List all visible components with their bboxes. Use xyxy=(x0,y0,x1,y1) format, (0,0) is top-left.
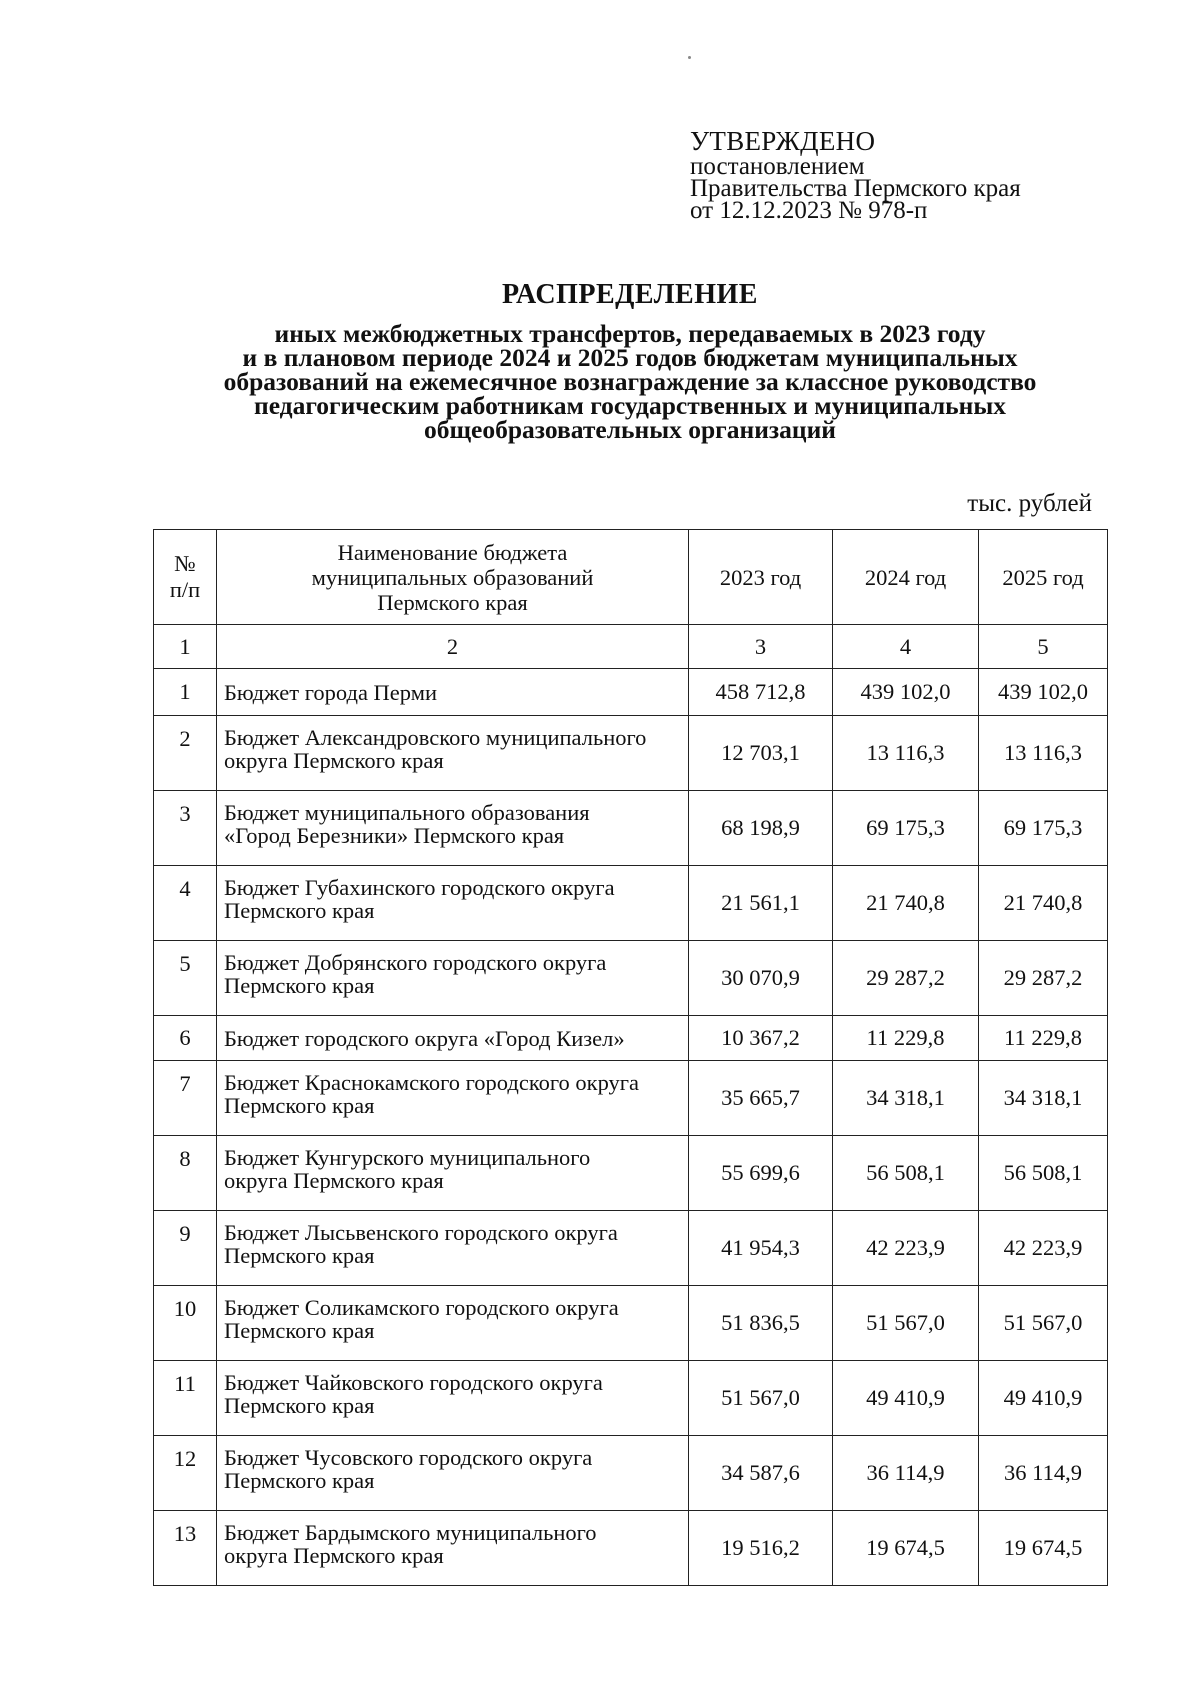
distribution-table xyxy=(153,529,1108,1586)
table-row xyxy=(154,1511,1108,1586)
amount-2023: 458 712,8 xyxy=(689,669,833,716)
header-name-line: Пермского края xyxy=(377,589,528,615)
column-index: 5 xyxy=(979,625,1108,669)
table-row xyxy=(154,1436,1108,1511)
amount-2024: 49 410,9 xyxy=(833,1361,979,1436)
amount-2024: 19 674,5 xyxy=(833,1511,979,1586)
row-number: 3 xyxy=(154,791,217,866)
approval-stamp xyxy=(690,126,1021,222)
table-row xyxy=(154,1286,1108,1361)
table-row xyxy=(154,791,1108,866)
table-body xyxy=(154,669,1108,1586)
header-number xyxy=(154,530,217,625)
budget-name xyxy=(217,1136,689,1211)
budget-name-line: Бюджет Лысьвенского городского округа xyxy=(224,1220,618,1245)
header-number-line: п/п xyxy=(169,577,201,602)
amount-2024: 34 318,1 xyxy=(833,1061,979,1136)
amount-2024: 36 114,9 xyxy=(833,1436,979,1511)
row-number: 8 xyxy=(154,1136,217,1211)
budget-name-line: Пермского края xyxy=(224,1468,375,1493)
budget-name-line: Пермского края xyxy=(224,1318,375,1343)
header-number-line: № xyxy=(174,551,196,576)
subtitle-line: образований на ежемесячное вознаграждение за классное руководство xyxy=(223,367,1037,396)
approval-line-2: Правительства Пермского края xyxy=(690,175,1021,202)
row-number: 13 xyxy=(154,1511,217,1586)
scan-speck xyxy=(688,56,691,59)
row-number: 6 xyxy=(154,1016,217,1061)
amount-2025: 42 223,9 xyxy=(979,1211,1108,1286)
document-title: РАСПРЕДЕЛЕНИЕ xyxy=(502,279,758,310)
table-row xyxy=(154,1361,1108,1436)
budget-name xyxy=(217,1511,689,1586)
row-number: 11 xyxy=(154,1361,217,1436)
budget-name-line: Бюджет Александровского муниципального xyxy=(224,725,647,750)
table-row xyxy=(154,941,1108,1016)
subtitle-line: и в плановом периоде 2024 и 2025 годов бюджетам муниципальных xyxy=(242,343,1018,372)
row-number: 2 xyxy=(154,716,217,791)
row-number: 5 xyxy=(154,941,217,1016)
approval-line-1: постановлением xyxy=(690,153,865,180)
subtitle-line: педагогическим работникам государственных и муниципальных xyxy=(254,391,1006,420)
amount-2023: 30 070,9 xyxy=(689,941,833,1016)
budget-name-line: Бюджет Чайковского городского округа xyxy=(224,1370,603,1395)
column-index: 4 xyxy=(833,625,979,669)
amount-2024: 42 223,9 xyxy=(833,1211,979,1286)
amount-2023: 55 699,6 xyxy=(689,1136,833,1211)
amount-2023: 19 516,2 xyxy=(689,1511,833,1586)
table-row xyxy=(154,1211,1108,1286)
table-row xyxy=(154,866,1108,941)
budget-name-line: Бюджет Чусовского городского округа xyxy=(224,1445,593,1470)
header-2023: 2023 год xyxy=(689,530,833,625)
table-header-row xyxy=(154,530,1108,625)
column-index: 3 xyxy=(689,625,833,669)
budget-name xyxy=(217,716,689,791)
amount-2025: 21 740,8 xyxy=(979,866,1108,941)
amount-2023: 68 198,9 xyxy=(689,791,833,866)
budget-name-line: Бюджет города Перми xyxy=(224,679,437,705)
budget-name-line: округа Пермского края xyxy=(224,1543,444,1568)
column-index: 1 xyxy=(154,625,217,669)
row-number: 12 xyxy=(154,1436,217,1511)
budget-name-line: Бюджет Кунгурского муниципального xyxy=(224,1145,591,1170)
budget-name xyxy=(217,1286,689,1361)
amount-2023: 34 587,6 xyxy=(689,1436,833,1511)
amount-2025: 29 287,2 xyxy=(979,941,1108,1016)
header-budget-name xyxy=(217,530,689,625)
amount-2025: 13 116,3 xyxy=(979,716,1108,791)
amount-2023: 10 367,2 xyxy=(689,1016,833,1061)
amount-2025: 36 114,9 xyxy=(979,1436,1108,1511)
amount-2024: 13 116,3 xyxy=(833,716,979,791)
amount-2025: 34 318,1 xyxy=(979,1061,1108,1136)
budget-name xyxy=(217,791,689,866)
amount-2023: 51 567,0 xyxy=(689,1361,833,1436)
approval-title: УТВЕРЖДЕНО xyxy=(690,126,876,156)
amount-2025: 49 410,9 xyxy=(979,1361,1108,1436)
budget-name-line: округа Пермского края xyxy=(224,1168,444,1193)
amount-2024: 56 508,1 xyxy=(833,1136,979,1211)
header-name-line: муниципальных образований xyxy=(311,564,594,590)
budget-name xyxy=(217,866,689,941)
budget-name xyxy=(217,1016,689,1061)
header-2025: 2025 год xyxy=(979,530,1108,625)
budget-name xyxy=(217,1436,689,1511)
column-index: 2 xyxy=(217,625,689,669)
column-index-row xyxy=(154,625,1108,669)
amount-2025: 439 102,0 xyxy=(979,669,1108,716)
header-2024: 2024 год xyxy=(833,530,979,625)
budget-name xyxy=(217,941,689,1016)
subtitle-line: общеобразовательных организаций xyxy=(424,415,836,444)
budget-name xyxy=(217,1211,689,1286)
amount-2023: 41 954,3 xyxy=(689,1211,833,1286)
amount-2024: 11 229,8 xyxy=(833,1016,979,1061)
amount-2023: 21 561,1 xyxy=(689,866,833,941)
budget-name xyxy=(217,1061,689,1136)
budget-name-line: Бюджет городского округа «Город Кизел» xyxy=(224,1025,625,1051)
header-name-line: Наименование бюджета xyxy=(337,539,568,565)
budget-name-line: Пермского края xyxy=(224,1093,375,1118)
amount-2024: 21 740,8 xyxy=(833,866,979,941)
amount-2024: 51 567,0 xyxy=(833,1286,979,1361)
budget-name-line: Бюджет муниципального образования xyxy=(224,800,590,825)
budget-name xyxy=(217,1361,689,1436)
budget-name-line: Бюджет Губахинского городского округа xyxy=(224,875,615,900)
row-number: 10 xyxy=(154,1286,217,1361)
budget-name-line: Бюджет Бардымского муниципального xyxy=(224,1520,597,1545)
table-row xyxy=(154,716,1108,791)
budget-name-line: Бюджет Соликамского городского округа xyxy=(224,1295,619,1320)
row-number: 7 xyxy=(154,1061,217,1136)
amount-2025: 19 674,5 xyxy=(979,1511,1108,1586)
amount-2024: 439 102,0 xyxy=(833,669,979,716)
amount-2025: 51 567,0 xyxy=(979,1286,1108,1361)
units-label: тыс. рублей xyxy=(967,490,1092,517)
approval-line-3: от 12.12.2023 № 978-п xyxy=(690,197,928,224)
budget-name-line: Пермского края xyxy=(224,973,375,998)
amount-2025: 11 229,8 xyxy=(979,1016,1108,1061)
table-row xyxy=(154,1016,1108,1061)
subtitle-line: иных межбюджетных трансфертов, передаваемых в 2023 году xyxy=(274,319,986,348)
row-number: 4 xyxy=(154,866,217,941)
table-row xyxy=(154,1061,1108,1136)
amount-2023: 12 703,1 xyxy=(689,716,833,791)
document-subtitle xyxy=(160,319,1100,444)
amount-2025: 56 508,1 xyxy=(979,1136,1108,1211)
amount-2023: 35 665,7 xyxy=(689,1061,833,1136)
budget-name-line: Пермского края xyxy=(224,898,375,923)
budget-name-line: Бюджет Добрянского городского округа xyxy=(224,950,607,975)
budget-name-line: Бюджет Краснокамского городского округа xyxy=(224,1070,640,1095)
budget-name-line: «Город Березники» Пермского края xyxy=(224,823,565,848)
table-row xyxy=(154,669,1108,716)
amount-2024: 69 175,3 xyxy=(833,791,979,866)
row-number: 9 xyxy=(154,1211,217,1286)
amount-2023: 51 836,5 xyxy=(689,1286,833,1361)
row-number: 1 xyxy=(154,669,217,716)
budget-name-line: округа Пермского края xyxy=(224,748,444,773)
amount-2025: 69 175,3 xyxy=(979,791,1108,866)
budget-name-line: Пермского края xyxy=(224,1393,375,1418)
table-row xyxy=(154,1136,1108,1211)
budget-name xyxy=(217,669,689,716)
amount-2024: 29 287,2 xyxy=(833,941,979,1016)
budget-name-line: Пермского края xyxy=(224,1243,375,1268)
